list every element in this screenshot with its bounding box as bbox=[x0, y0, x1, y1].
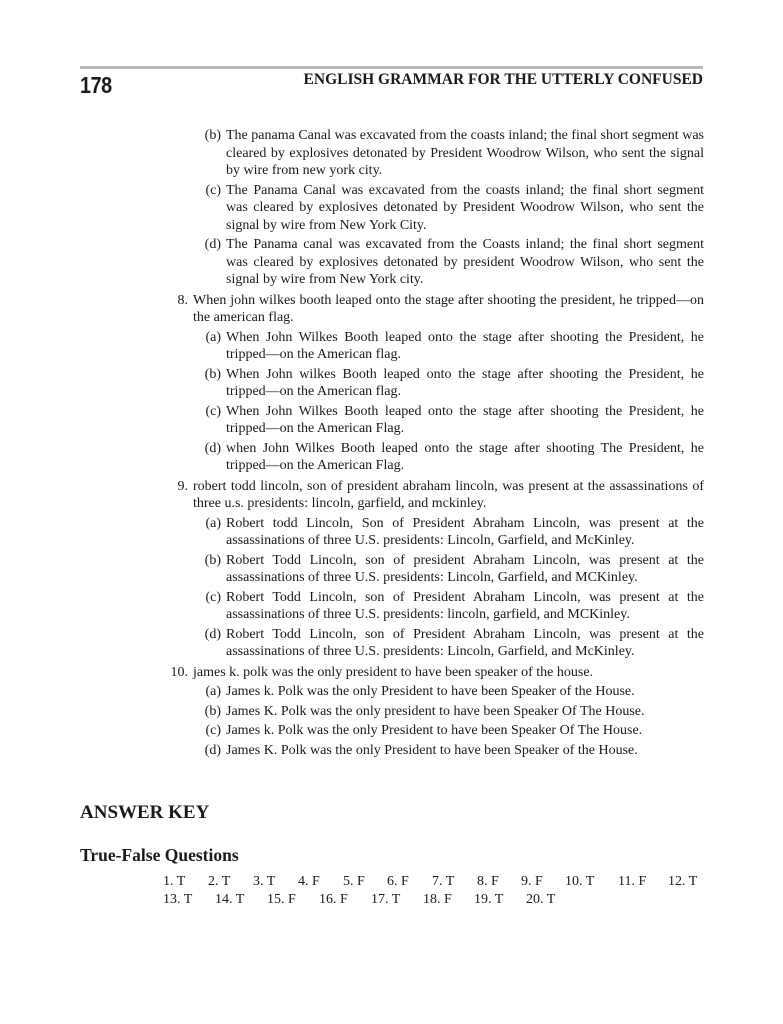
option-label: (a) bbox=[205, 684, 221, 699]
answer-item: 8. F bbox=[477, 874, 499, 889]
option-text: Robert todd Lincoln, Son of President Abraham Lincoln, was present at the assassinations of three U.S. presidents: Lincoln, Garfield, and McKinley. bbox=[226, 515, 704, 548]
question-9 bbox=[177, 478, 704, 513]
answer-item: 10. T bbox=[565, 874, 595, 889]
question-9-option-b bbox=[204, 552, 704, 587]
option-label: (c) bbox=[205, 723, 221, 738]
header-rule bbox=[80, 66, 703, 69]
option-label: (c) bbox=[205, 589, 221, 605]
answer-row-1 bbox=[163, 873, 708, 891]
option-label: (c) bbox=[205, 182, 221, 198]
question-9-option-c bbox=[205, 589, 704, 624]
option-text: When John wilkes Booth leaped onto the stage after shooting the President, he tripped—on the American flag. bbox=[226, 366, 704, 399]
answer-item: 15. F bbox=[267, 892, 296, 907]
option-label: (a) bbox=[205, 515, 221, 531]
question-10-option-a bbox=[205, 683, 704, 701]
question-9-option-a bbox=[205, 515, 704, 550]
answer-item: 6. F bbox=[387, 874, 409, 889]
question-8-option-b bbox=[204, 366, 704, 401]
question-10-option-c bbox=[205, 722, 704, 740]
question-number: 10. bbox=[170, 664, 188, 680]
question-8-option-a bbox=[205, 329, 704, 364]
option-text: Robert Todd Lincoln, son of president Abraham Lincoln, was present at the assassinations of three U.S. presidents: Lincoln, Garfield, and MCKinley. bbox=[226, 552, 704, 585]
option-label: (d) bbox=[204, 742, 221, 758]
answer-item: 20. T bbox=[526, 892, 556, 907]
answer-item: 7. T bbox=[432, 874, 455, 889]
option-label: (b) bbox=[204, 703, 221, 719]
option-text: The panama Canal was excavated from the coasts inland; the final short segment was cleared by explosives detonated by President Woodrow Wilson, who sent the signal by wire from new york city. bbox=[226, 128, 704, 178]
answer-item: 2. T bbox=[208, 874, 231, 889]
option-label: (b) bbox=[204, 128, 221, 143]
answer-item: 16. F bbox=[319, 892, 348, 907]
option-text: James K. Polk was the only President to have been Speaker of the House. bbox=[226, 742, 638, 758]
option-label: (a) bbox=[205, 329, 221, 345]
answer-row-2 bbox=[163, 891, 708, 909]
answer-item: 13. T bbox=[163, 892, 193, 907]
question-number: 9. bbox=[177, 478, 188, 494]
option-text: When John Wilkes Booth leaped onto the stage after shooting the President, he tripped—on the American Flag. bbox=[226, 403, 704, 436]
answer-item: 18. F bbox=[423, 892, 452, 907]
question-text: robert todd lincoln, son of president abraham lincoln, was present at the assassinations of three u.s. presidents: lincoln, garfield, and mckinley. bbox=[193, 478, 704, 511]
answer-item: 17. T bbox=[371, 892, 401, 907]
question-number: 8. bbox=[177, 292, 188, 308]
exercise-content bbox=[0, 125, 783, 759]
question-10-option-b bbox=[204, 703, 704, 721]
answer-item: 12. T bbox=[668, 874, 698, 889]
option-text: Robert Todd Lincoln, son of President Abraham Lincoln, was present at the assassinations of three U.S. presidents: Lincoln, Garfield, and McKinley. bbox=[226, 626, 704, 659]
option-label: (b) bbox=[204, 552, 221, 568]
answer-item: 3. T bbox=[253, 874, 276, 889]
true-false-heading: True-False Questions bbox=[80, 845, 239, 865]
page-number: 178 bbox=[80, 72, 112, 98]
question-9-option-d bbox=[204, 626, 704, 661]
question-10 bbox=[170, 664, 704, 682]
answer-key-heading: ANSWER KEY bbox=[80, 802, 210, 823]
question-8 bbox=[177, 292, 704, 327]
answer-item: 4. F bbox=[298, 874, 320, 889]
question-text: When john wilkes booth leaped onto the stage after shooting the president, he tripped—on the american flag. bbox=[193, 292, 704, 325]
option-text: Robert Todd Lincoln, son of President Abraham Lincoln, was present at the assassinations of three U.S. presidents: lincoln, garfield, and MCKinley. bbox=[226, 589, 704, 622]
option-text: James K. Polk was the only president to have been Speaker Of The House. bbox=[226, 703, 645, 719]
answer-item: 11. F bbox=[618, 874, 647, 889]
option-text: James k. Polk was the only President to have been Speaker Of The House. bbox=[226, 723, 643, 738]
running-head: ENGLISH GRAMMAR FOR THE UTTERLY CONFUSED bbox=[303, 71, 703, 88]
answer-item: 9. F bbox=[521, 874, 543, 889]
answer-item: 19. T bbox=[474, 892, 504, 907]
question-8-option-c bbox=[205, 403, 704, 438]
option-d-continued bbox=[204, 236, 704, 289]
option-text: when John Wilkes Booth leaped onto the stage after shooting The President, he tripped—on the American Flag. bbox=[226, 440, 704, 473]
answer-item: 14. T bbox=[215, 892, 245, 907]
question-10-option-d bbox=[204, 742, 704, 760]
question-text: james k. polk was the only president to have been speaker of the house. bbox=[193, 664, 594, 680]
option-label: (b) bbox=[204, 366, 221, 382]
question-8-option-d bbox=[204, 440, 704, 475]
option-text: The Panama Canal was excavated from the coasts inland; the final short segment was cleared by explosives detonated by President Woodrow Wilson, who sent the signal by wire from New York City. bbox=[226, 182, 704, 233]
option-text: The Panama canal was excavated from the Coasts inland; the final short segment was cleared by explosives detonated by president Woodrow Wilson, who sent the signal by wire from New York city. bbox=[226, 237, 704, 287]
option-text: James k. Polk was the only President to have been Speaker of the House. bbox=[226, 684, 635, 699]
option-b-continued bbox=[204, 127, 704, 180]
option-label: (d) bbox=[204, 237, 221, 252]
answer-item: 1. T bbox=[163, 874, 186, 889]
option-c-continued bbox=[205, 182, 704, 235]
option-text: When John Wilkes Booth leaped onto the stage after shooting the President, he tripped—on the American flag. bbox=[226, 329, 704, 362]
option-label: (c) bbox=[205, 403, 221, 419]
option-label: (d) bbox=[204, 440, 221, 456]
answer-list bbox=[163, 873, 708, 909]
option-label: (d) bbox=[204, 626, 221, 642]
answer-item: 5. F bbox=[343, 874, 365, 889]
